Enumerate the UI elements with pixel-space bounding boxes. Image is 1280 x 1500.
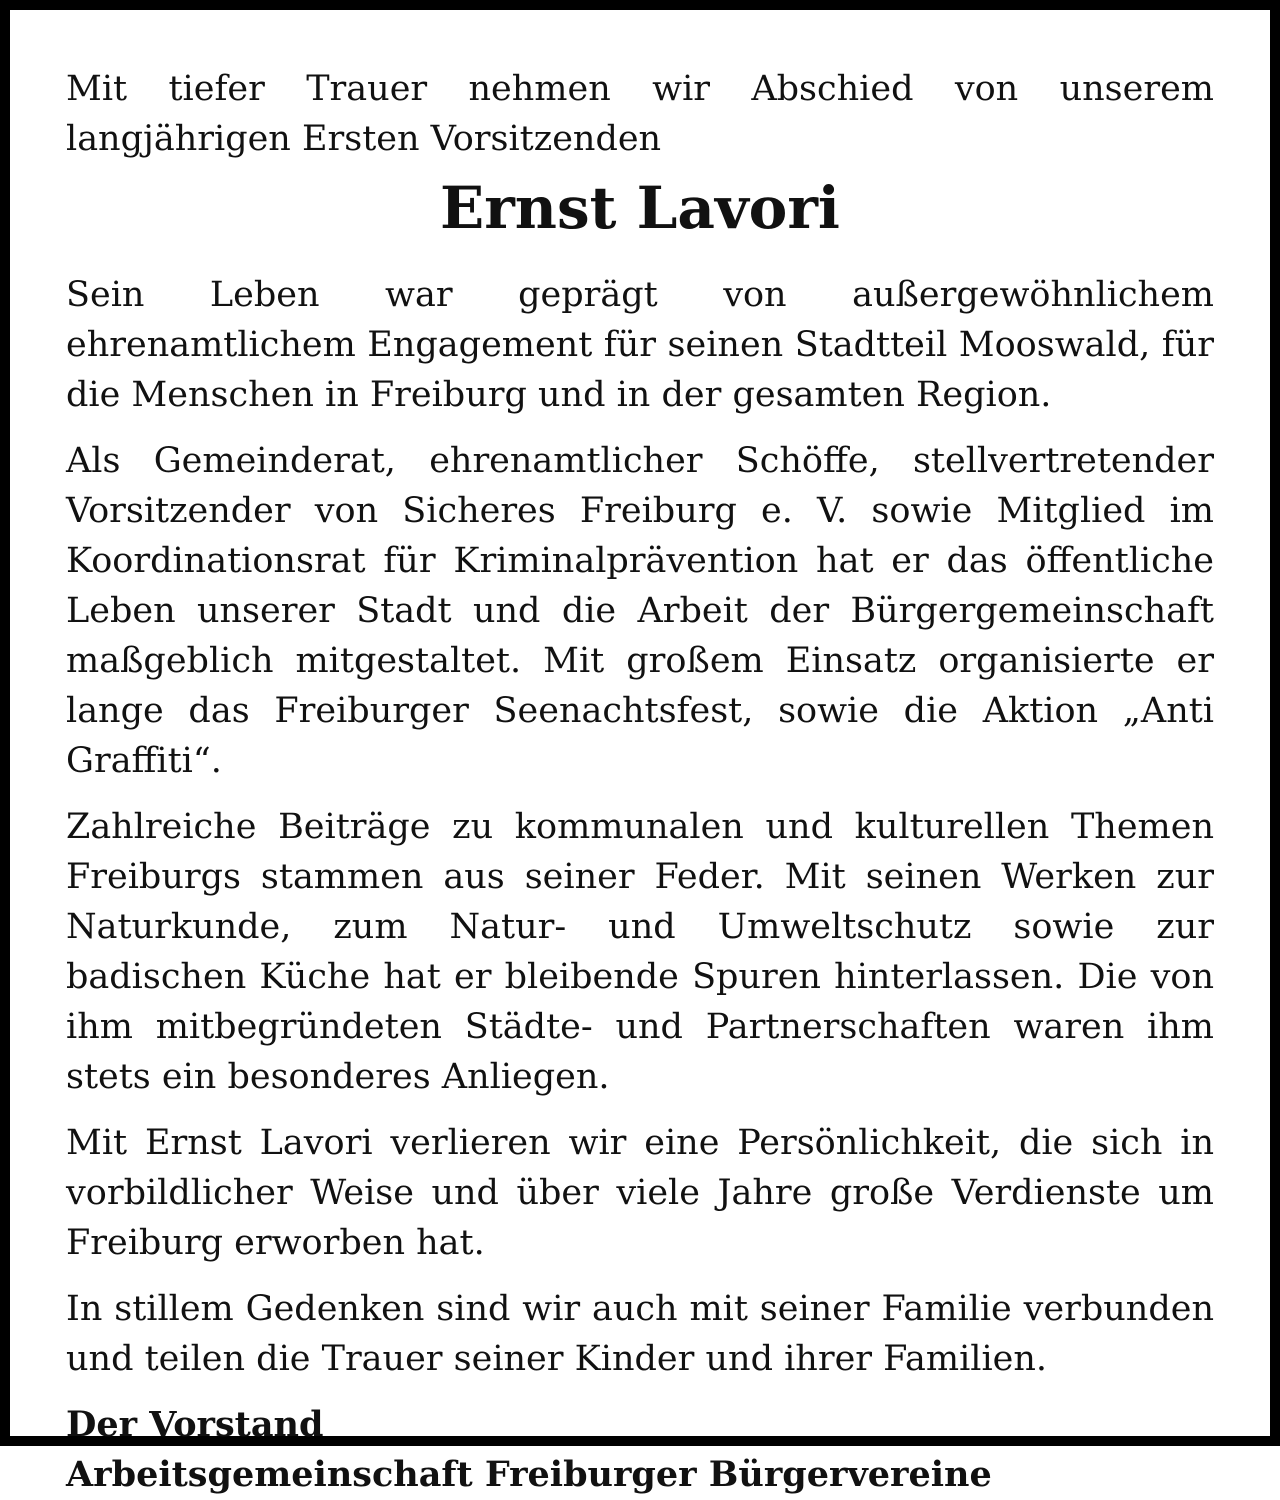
paragraph-condolence: In stillem Gedenken sind wir auch mit seiner Familie verbunden und teilen die Trauer seiner Kinder und ihrer Familien. [66,1289,1214,1379]
paragraph-merits: Mit Ernst Lavori verlieren wir eine Persönlichkeit, die sich in vorbildlicher Weise und über viele Jahre große Verdienste um Freiburg erworben hat. [66,1123,1214,1263]
deceased-name: Ernst Lavori [440,174,840,242]
signature-board: Der Vorstand [66,1404,324,1445]
intro-text: Mit tiefer Trauer nehmen wir Abschied von unserem langjährigen Ersten Vorsitzenden [66,69,1214,159]
signature-organization: Arbeitsgemeinschaft Freiburger Bürgervereine [66,1454,992,1495]
paragraph-writings: Zahlreiche Beiträge zu kommunalen und kulturellen Themen Freiburgs stammen aus seiner Feder. Mit seinen Werken zur Naturkunde, zum Natur- und Umweltschutz sowie zur badischen Küche hat er bleibende Spuren hinterlassen. Die von ihm mitbegründeten Städte- und Partnerschaften waren ihm stets ein besonderes Anliegen. [66,807,1214,1097]
paragraph-life: Sein Leben war geprägt von außergewöhnlichem ehrenamtlichem Engagement für seinen Stadtteil Mooswald, für die Menschen in Freiburg und in der gesamten Region. [66,275,1214,415]
paragraph-offices: Als Gemeinderat, ehrenamtlicher Schöffe, stellvertretender Vorsitzender von Sicheres Freiburg e. V. sowie Mitglied im Koordinationsrat für Kriminalprävention hat er das öffentliche Leben unserer Stadt und die Arbeit der Bürgergemeinschaft maßgeblich mitgestaltet. Mit großem Einsatz organisierte er lange das Freiburger Seenachtsfest, sowie die Aktion „Anti Graffiti“. [66,441,1214,781]
signature-block [66,1400,1214,1500]
